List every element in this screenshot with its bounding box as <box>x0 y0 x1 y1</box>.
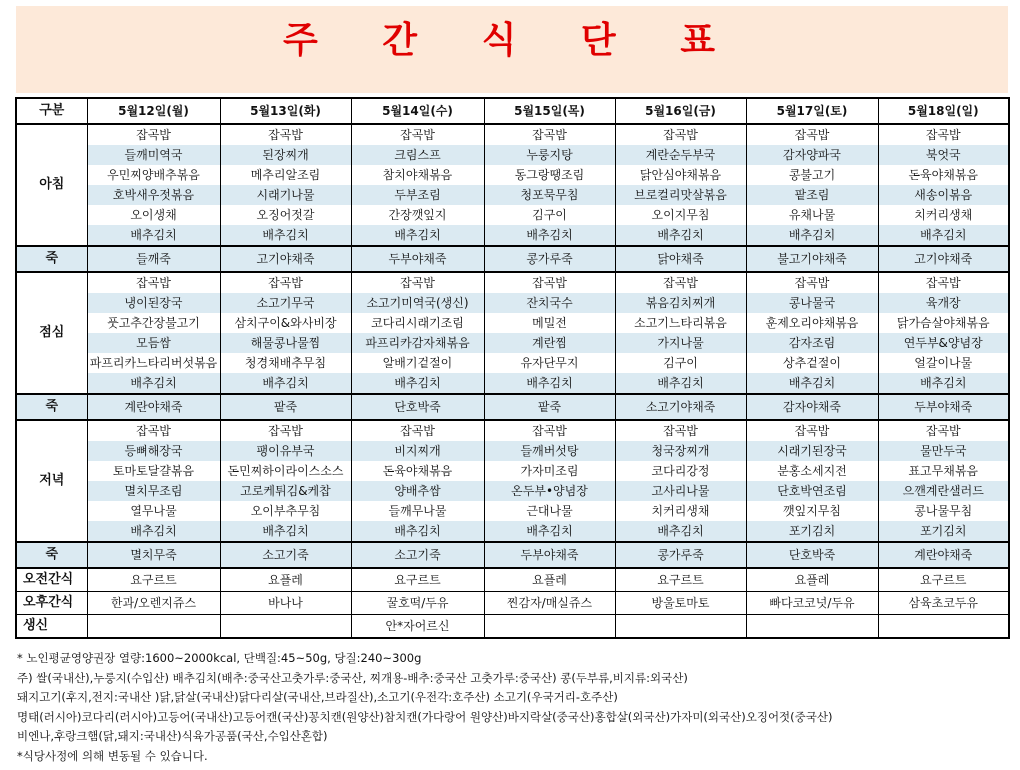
porridge-label: 죽 <box>16 394 87 420</box>
porridge-row <box>16 394 1009 420</box>
menu-row <box>16 373 1009 394</box>
menu-cell: 소고기무국 <box>220 293 351 313</box>
menu-cell: 상추겉절이 <box>746 353 878 373</box>
menu-cell: 메추리알조림 <box>220 165 351 185</box>
menu-cell: 배추김치 <box>351 521 484 542</box>
snack-cell: 요구르트 <box>878 568 1009 592</box>
menu-cell: 잡곡밥 <box>87 124 220 145</box>
snack-label: 오후간식 <box>16 592 87 615</box>
porridge-cell: 고기야채죽 <box>220 246 351 272</box>
note-line: 비엔나,후랑크햄(닭,돼지:국내산)식육가공품(국산,수입산혼합) <box>17 729 328 744</box>
menu-cell: 우민찌양배추볶음 <box>87 165 220 185</box>
menu-row <box>16 313 1009 333</box>
menu-cell: 치커리생채 <box>878 205 1009 225</box>
menu-cell: 배추김치 <box>351 225 484 246</box>
menu-cell: 팽이유부국 <box>220 441 351 461</box>
menu-row <box>16 272 1009 293</box>
menu-cell: 감자조림 <box>746 333 878 353</box>
menu-row <box>16 124 1009 145</box>
snack-cell <box>878 615 1009 639</box>
snack-cell <box>746 615 878 639</box>
menu-row <box>16 353 1009 373</box>
porridge-cell: 감자야채죽 <box>746 394 878 420</box>
menu-cell: 가지나물 <box>615 333 746 353</box>
snack-cell: 요구르트 <box>87 568 220 592</box>
menu-cell: 냉이된장국 <box>87 293 220 313</box>
menu-cell: 배추김치 <box>220 225 351 246</box>
porridge-cell: 소고기죽 <box>220 542 351 568</box>
menu-cell: 잡곡밥 <box>87 272 220 293</box>
menu-cell: 배추김치 <box>87 373 220 394</box>
porridge-cell: 팥죽 <box>220 394 351 420</box>
note-line: 주) 쌀(국내산),누룽지(수입산) 배추김치(배추:중국산고춧가루:중국산, 찌개용-배추:중국산 고춧가루:중국산) 콩(두부류,비지류:외국산) <box>17 670 688 685</box>
menu-cell: 크림스프 <box>351 145 484 165</box>
menu-cell: 잡곡밥 <box>220 272 351 293</box>
menu-row <box>16 441 1009 461</box>
snack-cell: 찐감자/매실쥬스 <box>484 592 615 615</box>
porridge-label: 죽 <box>16 246 87 272</box>
snack-label: 오전간식 <box>16 568 87 592</box>
menu-cell: 배추김치 <box>87 225 220 246</box>
porridge-label: 죽 <box>16 542 87 568</box>
menu-cell: 콩불고기 <box>746 165 878 185</box>
menu-cell: 양배추쌈 <box>351 481 484 501</box>
menu-cell: 시래기된장국 <box>746 441 878 461</box>
menu-cell: 포기김치 <box>746 521 878 542</box>
day-header: 5월18일(일) <box>878 98 1009 124</box>
menu-cell: 으깬계란샐러드 <box>878 481 1009 501</box>
weekly-menu-table <box>15 97 1010 639</box>
menu-cell: 연두부&양념장 <box>878 333 1009 353</box>
menu-cell: 잡곡밥 <box>351 420 484 441</box>
header-label: 구분 <box>16 98 87 124</box>
menu-cell: 새송이볶음 <box>878 185 1009 205</box>
menu-cell: 육개장 <box>878 293 1009 313</box>
porridge-cell: 계란야채죽 <box>878 542 1009 568</box>
menu-cell: 된장찌개 <box>220 145 351 165</box>
porridge-cell: 콩가루죽 <box>615 542 746 568</box>
menu-cell: 잡곡밥 <box>878 272 1009 293</box>
porridge-cell: 멸치무죽 <box>87 542 220 568</box>
snack-cell: 요구르트 <box>351 568 484 592</box>
porridge-cell: 두부야채죽 <box>351 246 484 272</box>
menu-cell: 배추김치 <box>220 521 351 542</box>
menu-cell: 등뼈해장국 <box>87 441 220 461</box>
menu-row <box>16 225 1009 246</box>
snack-cell: 꿀호떡/두유 <box>351 592 484 615</box>
menu-cell: 콩나물무침 <box>878 501 1009 521</box>
porridge-cell: 들깨죽 <box>87 246 220 272</box>
day-header: 5월15일(목) <box>484 98 615 124</box>
porridge-row <box>16 246 1009 272</box>
menu-cell: 잔치국수 <box>484 293 615 313</box>
porridge-cell: 단호박죽 <box>746 542 878 568</box>
snack-cell: 요플레 <box>220 568 351 592</box>
menu-cell: 간장깻잎지 <box>351 205 484 225</box>
menu-row <box>16 333 1009 353</box>
porridge-cell: 단호박죽 <box>351 394 484 420</box>
menu-cell: 깻잎지무침 <box>746 501 878 521</box>
menu-cell: 김구이 <box>484 205 615 225</box>
menu-row <box>16 420 1009 441</box>
menu-cell: 참치야채볶음 <box>351 165 484 185</box>
notes <box>17 649 1007 767</box>
menu-cell: 감자양파국 <box>746 145 878 165</box>
menu-cell: 배추김치 <box>615 225 746 246</box>
menu-cell: 훈제오리야채볶음 <box>746 313 878 333</box>
menu-row <box>16 461 1009 481</box>
menu-cell: 잡곡밥 <box>746 124 878 145</box>
menu-cell: 오이부추무침 <box>220 501 351 521</box>
menu-cell: 계란찜 <box>484 333 615 353</box>
menu-cell: 팥조림 <box>746 185 878 205</box>
snack-row-birthday <box>16 615 1009 639</box>
porridge-cell: 두부야채죽 <box>878 394 1009 420</box>
menu-cell: 잡곡밥 <box>615 272 746 293</box>
menu-cell: 오징어젓갈 <box>220 205 351 225</box>
porridge-cell: 고기야채죽 <box>878 246 1009 272</box>
menu-cell: 들깨미역국 <box>87 145 220 165</box>
menu-row <box>16 165 1009 185</box>
day-header: 5월13일(화) <box>220 98 351 124</box>
porridge-row <box>16 542 1009 568</box>
menu-cell: 파프리카느타리버섯볶음 <box>87 353 220 373</box>
menu-cell: 배추김치 <box>878 225 1009 246</box>
menu-cell: 고로케튀김&케찹 <box>220 481 351 501</box>
menu-cell: 근대나물 <box>484 501 615 521</box>
note-line: 명태(러시아)코다리(러시아)고등어(국내산)고등어캔(국산)꽁치캔(원양산)참치캔(가다랑어 원양산)바지락살(중국산)홍합살(외국산)가자미(외국산)오징어젓(중국산) <box>17 709 833 724</box>
menu-cell: 브로컬리맛살볶음 <box>615 185 746 205</box>
menu-cell: 메밀전 <box>484 313 615 333</box>
menu-cell: 잡곡밥 <box>87 420 220 441</box>
menu-cell: 잡곡밥 <box>878 420 1009 441</box>
menu-cell: 단호박연조림 <box>746 481 878 501</box>
menu-cell: 해물콩나물찜 <box>220 333 351 353</box>
menu-cell: 코다리시래기조림 <box>351 313 484 333</box>
menu-cell: 청국장찌개 <box>615 441 746 461</box>
menu-cell: 배추김치 <box>87 521 220 542</box>
menu-cell: 열무나물 <box>87 501 220 521</box>
note-line: *식당사정에 의해 변동될 수 있습니다. <box>17 748 208 763</box>
snack-cell: 삼육초코두유 <box>878 592 1009 615</box>
menu-cell: 잡곡밥 <box>484 272 615 293</box>
menu-cell: 청경채배추무침 <box>220 353 351 373</box>
menu-cell: 잡곡밥 <box>220 420 351 441</box>
menu-cell: 물만두국 <box>878 441 1009 461</box>
snack-cell: 요플레 <box>484 568 615 592</box>
menu-cell: 잡곡밥 <box>484 420 615 441</box>
menu-cell: 닭안심야채볶음 <box>615 165 746 185</box>
menu-cell: 표고무채볶음 <box>878 461 1009 481</box>
menu-cell: 멸치무조림 <box>87 481 220 501</box>
menu-cell: 가자미조림 <box>484 461 615 481</box>
snack-row-morning <box>16 568 1009 592</box>
snack-row-afternoon <box>16 592 1009 615</box>
note-line: * 노인평균영양권장 열량:1600~2000kcal, 단백질:45~50g, 당질:240~300g <box>17 651 422 665</box>
menu-cell: 잡곡밥 <box>746 272 878 293</box>
menu-cell: 두부조림 <box>351 185 484 205</box>
menu-cell: 배추김치 <box>878 373 1009 394</box>
menu-cell: 포기김치 <box>878 521 1009 542</box>
menu-cell: 온두부•양념장 <box>484 481 615 501</box>
menu-cell: 배추김치 <box>746 373 878 394</box>
menu-cell: 배추김치 <box>746 225 878 246</box>
page-title: 주 간 식 단 표 <box>282 20 741 61</box>
menu-cell: 닭가슴살야채볶음 <box>878 313 1009 333</box>
menu-cell: 청포묵무침 <box>484 185 615 205</box>
menu-cell: 파프리카감자채볶음 <box>351 333 484 353</box>
menu-cell: 배추김치 <box>484 225 615 246</box>
meal-label-breakfast: 아침 <box>16 124 87 246</box>
menu-cell: 동그랑땡조림 <box>484 165 615 185</box>
snack-cell: 방울토마토 <box>615 592 746 615</box>
day-header: 5월16일(금) <box>615 98 746 124</box>
porridge-cell: 소고기죽 <box>351 542 484 568</box>
menu-row <box>16 501 1009 521</box>
meal-label-lunch: 점심 <box>16 272 87 394</box>
menu-cell: 콩나물국 <box>746 293 878 313</box>
porridge-cell: 불고기야채죽 <box>746 246 878 272</box>
menu-cell: 오이지무침 <box>615 205 746 225</box>
menu-cell: 돈민찌하이라이스소스 <box>220 461 351 481</box>
snack-cell: 한과/오렌지쥬스 <box>87 592 220 615</box>
menu-cell: 잡곡밥 <box>351 124 484 145</box>
menu-cell: 풋고추간장불고기 <box>87 313 220 333</box>
menu-cell: 알배기겉절이 <box>351 353 484 373</box>
menu-cell: 유채나물 <box>746 205 878 225</box>
menu-row <box>16 481 1009 501</box>
snack-cell <box>220 615 351 639</box>
snack-cell: 안*자어르신 <box>351 615 484 639</box>
header-row <box>16 98 1009 124</box>
menu-cell: 잡곡밥 <box>615 124 746 145</box>
porridge-cell: 두부야채죽 <box>484 542 615 568</box>
menu-cell: 유자단무지 <box>484 353 615 373</box>
menu-cell: 잡곡밥 <box>878 124 1009 145</box>
menu-cell: 배추김치 <box>615 373 746 394</box>
menu-cell: 호박새우젓볶음 <box>87 185 220 205</box>
menu-row <box>16 205 1009 225</box>
menu-cell: 치커리생채 <box>615 501 746 521</box>
menu-cell: 누룽지탕 <box>484 145 615 165</box>
porridge-cell: 소고기야채죽 <box>615 394 746 420</box>
menu-row <box>16 145 1009 165</box>
menu-cell: 오이생채 <box>87 205 220 225</box>
snack-label: 생신 <box>16 615 87 639</box>
snack-cell: 빠다코코넛/두유 <box>746 592 878 615</box>
snack-cell <box>615 615 746 639</box>
menu-cell: 배추김치 <box>484 521 615 542</box>
menu-cell: 배추김치 <box>220 373 351 394</box>
porridge-cell: 팥죽 <box>484 394 615 420</box>
snack-cell: 요구르트 <box>615 568 746 592</box>
menu-cell: 코다리강정 <box>615 461 746 481</box>
porridge-cell: 콩가루죽 <box>484 246 615 272</box>
snack-cell <box>484 615 615 639</box>
menu-cell: 비지찌개 <box>351 441 484 461</box>
snack-cell <box>87 615 220 639</box>
snack-cell: 바나나 <box>220 592 351 615</box>
note-line: 돼지고기(후지,전지:국내산 )닭,닭살(국내산)닭다리살(국내산,브라질산),소고기(우전각:호주산) 소고기(우국거리-호주산) <box>17 690 618 705</box>
menu-row <box>16 185 1009 205</box>
menu-cell: 배추김치 <box>615 521 746 542</box>
day-header: 5월17일(토) <box>746 98 878 124</box>
menu-cell: 계란순두부국 <box>615 145 746 165</box>
day-header: 5월14일(수) <box>351 98 484 124</box>
day-header: 5월12일(월) <box>87 98 220 124</box>
menu-cell: 잡곡밥 <box>220 124 351 145</box>
snack-cell: 요플레 <box>746 568 878 592</box>
menu-cell: 돈육야채볶음 <box>878 165 1009 185</box>
menu-row <box>16 293 1009 313</box>
menu-cell: 북엇국 <box>878 145 1009 165</box>
meal-label-dinner: 저녁 <box>16 420 87 542</box>
menu-cell: 김구이 <box>615 353 746 373</box>
menu-cell: 얼갈이나물 <box>878 353 1009 373</box>
menu-cell: 잡곡밥 <box>484 124 615 145</box>
menu-cell: 소고기느타리볶음 <box>615 313 746 333</box>
menu-cell: 잡곡밥 <box>351 272 484 293</box>
menu-cell: 토마토달걀볶음 <box>87 461 220 481</box>
porridge-cell: 계란야채죽 <box>87 394 220 420</box>
menu-cell: 볶음김치찌개 <box>615 293 746 313</box>
menu-cell: 배추김치 <box>484 373 615 394</box>
menu-cell: 시래기나물 <box>220 185 351 205</box>
porridge-cell: 닭야채죽 <box>615 246 746 272</box>
menu-cell: 잡곡밥 <box>615 420 746 441</box>
menu-cell: 들깨무나물 <box>351 501 484 521</box>
menu-row <box>16 521 1009 542</box>
menu-cell: 고사리나물 <box>615 481 746 501</box>
menu-cell: 잡곡밥 <box>746 420 878 441</box>
title-band <box>16 6 1008 93</box>
menu-cell: 소고기미역국(생신) <box>351 293 484 313</box>
menu-cell: 분홍소세지전 <box>746 461 878 481</box>
menu-cell: 들깨버섯탕 <box>484 441 615 461</box>
menu-cell: 삼치구이&와사비장 <box>220 313 351 333</box>
menu-cell: 모듬쌈 <box>87 333 220 353</box>
menu-cell: 배추김치 <box>351 373 484 394</box>
menu-cell: 돈육야채볶음 <box>351 461 484 481</box>
